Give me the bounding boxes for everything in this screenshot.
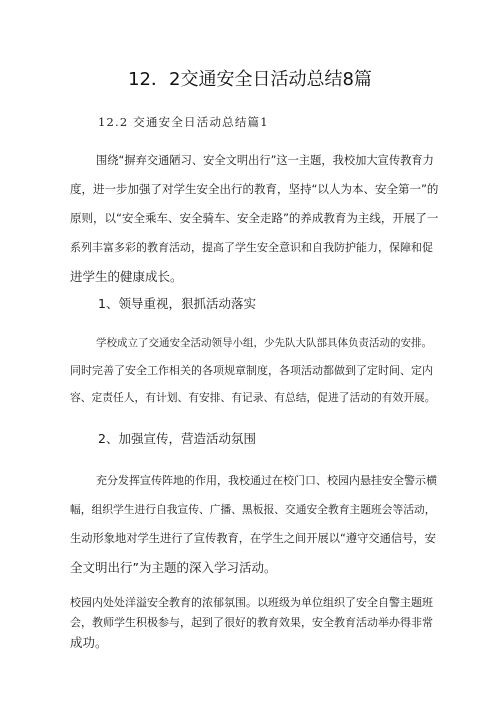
paragraph-line: 学校成立了交通安全活动领导小组，少先队大队部具体负责活动的安排。	[96, 337, 432, 349]
section-subtitle: 12.2 交通安全日活动总结篇1	[98, 115, 269, 129]
paragraph-line: 容、定责任人，有计划、有安排、有记录、有总结，促进了活动的有效开展。	[70, 391, 436, 404]
paragraph-line: 生动形象地对学生进行了宣传教育，在学生之间开展以“遵守交通信号，安	[70, 532, 436, 545]
paragraph-line: 成功。	[70, 635, 108, 650]
paragraph-line: 围绕“摒弃交通陋习、安全文明出行”这一主题，我校加大宣传教育力	[96, 154, 434, 167]
paragraph-line: 全文明出行”为主题的深入学习活动。	[70, 560, 277, 575]
section-heading-publicity: 2、加强宣传，营造活动氛围	[98, 431, 256, 446]
paragraph-line: 系列丰富多彩的教育活动，提高了学生安全意识和自我防护能力，保障和促	[70, 241, 433, 254]
section-heading-leadership: 1、领导重视，狠抓活动落实	[98, 296, 256, 311]
paragraph-line: 校园内处处洋溢安全教育的浓郁氛围。以班级为单位组织了安全自警主题班	[70, 596, 433, 609]
paragraph-atmosphere	[70, 593, 438, 653]
paragraph-intro	[70, 146, 438, 291]
paragraph-line: 度，进一步加强了对学生安全出行的教育，坚持“以人为本、安全第一”的	[70, 182, 439, 196]
paragraph-line: 原则，以“安全乘车、安全骑车、安全走路”的养成教育为主线，开展了一	[70, 211, 439, 225]
paragraph-line: 进学生的健康成长。	[70, 269, 183, 284]
paragraph-leadership	[70, 330, 438, 411]
paragraph-line: 会，教师学生积极参与，起到了很好的教育效果，安全教育活动举办得非常	[70, 616, 433, 629]
paragraph-line: 同时完善了安全工作相关的各项规章制度，各项活动都做到了定时间、定内	[70, 364, 433, 377]
paragraph-publicity	[70, 466, 438, 582]
document-title: 12．2交通安全日活动总结8篇	[128, 69, 372, 90]
paragraph-line: 充分发挥宣传阵地的作用，我校通过在校门口、校园内悬挂安全警示横	[96, 474, 437, 487]
paragraph-line: 幅，组织学生进行自我宣传、广播、黑板报、交通安全教育主题班会等活动，	[70, 503, 436, 516]
